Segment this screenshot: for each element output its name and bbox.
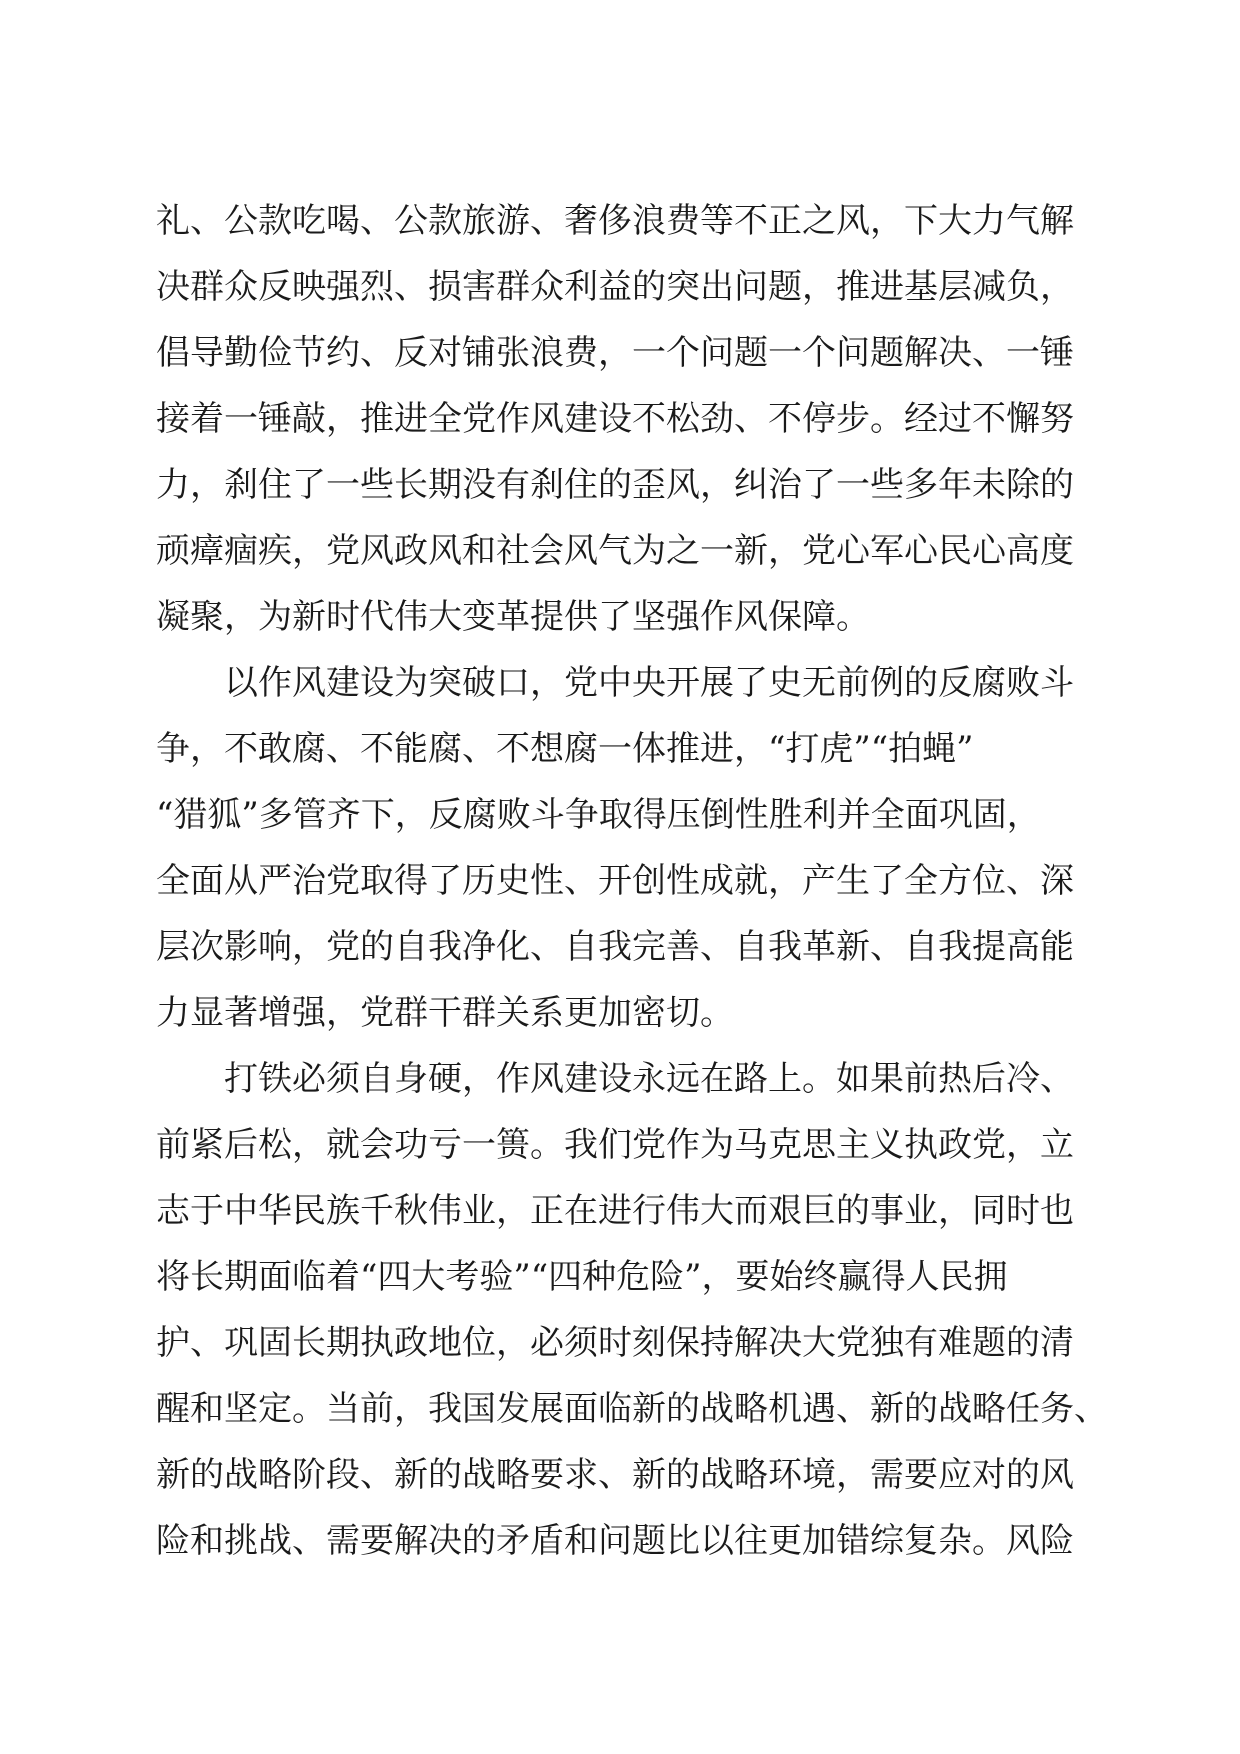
text-line-15: 前紧后松，就会功亏一篑。我们党作为马克思主义执政党，立 <box>156 1125 1074 1165</box>
text-line-9: 争，不敢腐、不能腐、不想腐一体推进，“打虎”“拍蝇” <box>156 729 974 769</box>
text-line-4: 接着一锤敲，推进全党作风建设不松劲、不停步。经过不懈努 <box>156 399 1074 439</box>
text-line-1: 礼、公款吃喝、公款旅游、奢侈浪费等不正之风，下大力气解 <box>156 201 1074 241</box>
text-line-3: 倡导勤俭节约、反对铺张浪费，一个问题一个问题解决、一锤 <box>156 333 1074 373</box>
text-line-13: 力显著增强，党群干群关系更加密切。 <box>156 993 734 1033</box>
text-line-10: “猎狐”多管齐下，反腐败斗争取得压倒性胜利并全面巩固， <box>156 795 1041 835</box>
text-line-14: 打铁必须自身硬，作风建设永远在路上。如果前热后冷、 <box>224 1059 1074 1099</box>
text-line-18: 护、巩固长期执政地位，必须时刻保持解决大党独有难题的清 <box>156 1323 1074 1363</box>
text-line-12: 层次影响，党的自我净化、自我完善、自我革新、自我提高能 <box>156 927 1074 967</box>
text-line-16: 志于中华民族千秋伟业，正在进行伟大而艰巨的事业，同时也 <box>156 1191 1074 1231</box>
text-line-21: 险和挑战、需要解决的矛盾和问题比以往更加错综复杂。风险 <box>156 1521 1074 1561</box>
text-line-11: 全面从严治党取得了历史性、开创性成就，产生了全方位、深 <box>156 861 1074 901</box>
text-line-20: 新的战略阶段、新的战略要求、新的战略环境，需要应对的风 <box>156 1455 1074 1495</box>
body-text <box>156 188 1116 1574</box>
text-line-17: 将长期面临着“四大考验”“四种危险”，要始终赢得人民拥 <box>156 1257 1008 1297</box>
text-line-2: 决群众反映强烈、损害群众利益的突出问题，推进基层减负， <box>156 267 1074 307</box>
text-line-6: 顽瘴痼疾，党风政风和社会风气为之一新，党心军心民心高度 <box>156 531 1074 571</box>
text-line-19: 醒和坚定。当前，我国发展面临新的战略机遇、新的战略任务、 <box>156 1389 1108 1429</box>
text-line-5: 力，刹住了一些长期没有刹住的歪风，纠治了一些多年未除的 <box>156 465 1074 505</box>
text-line-7: 凝聚，为新时代伟大变革提供了坚强作风保障。 <box>156 597 870 637</box>
text-line-8: 以作风建设为突破口，党中央开展了史无前例的反腐败斗 <box>224 663 1074 703</box>
